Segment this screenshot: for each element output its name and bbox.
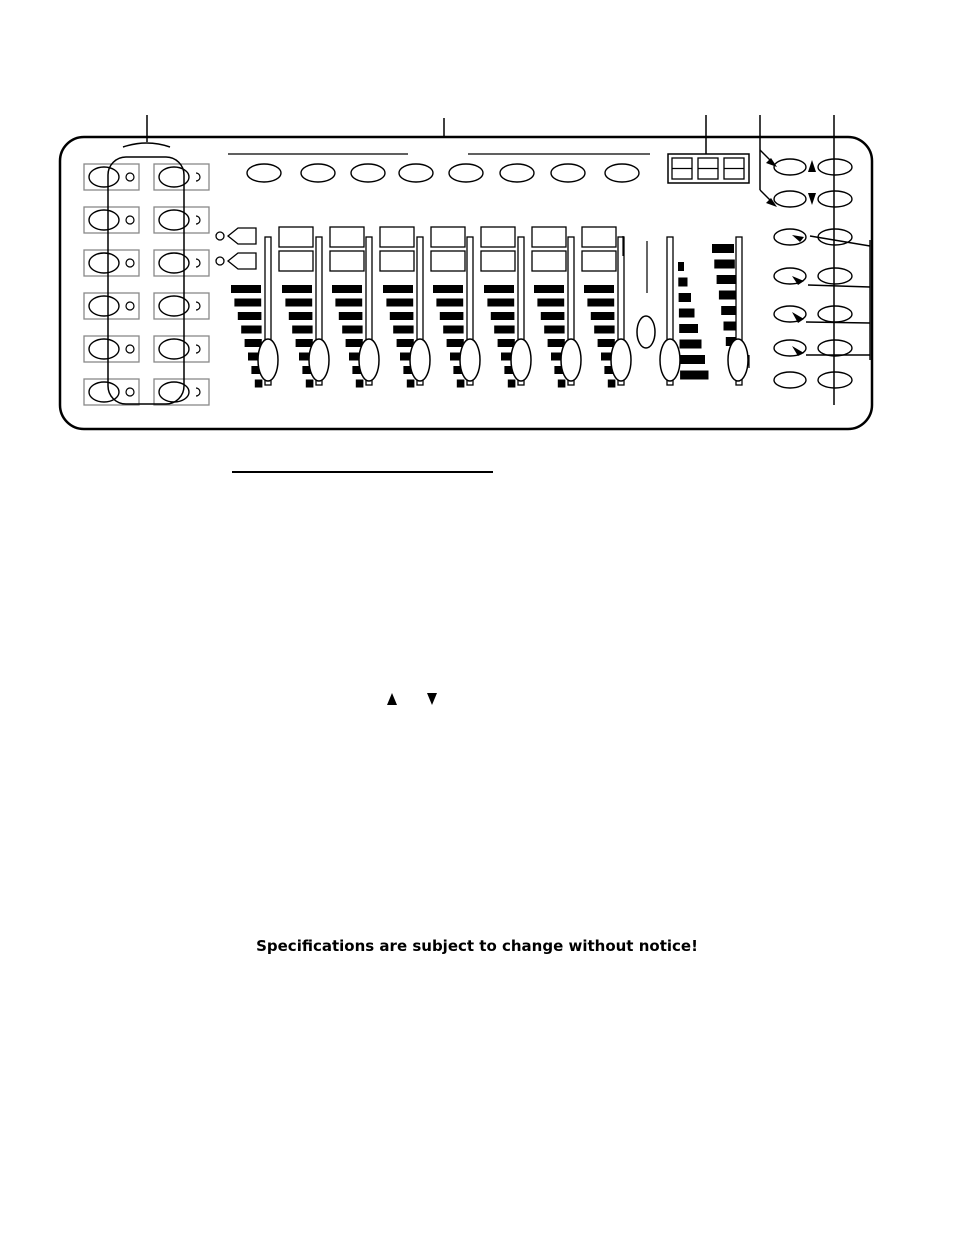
speed-fade-section	[623, 236, 749, 385]
scanner-button[interactable]	[84, 207, 139, 233]
function-callouts	[760, 150, 870, 360]
scene-button[interactable]	[399, 164, 433, 182]
scanner-button[interactable]	[84, 379, 139, 405]
function-button[interactable]	[818, 268, 852, 284]
fader-knob[interactable]	[460, 339, 480, 381]
scanner-button[interactable]	[84, 336, 139, 362]
channel-box	[380, 227, 414, 247]
fade-fader[interactable]	[712, 237, 748, 385]
channel-box	[380, 251, 414, 271]
function-button[interactable]	[774, 372, 806, 388]
channel-box	[481, 227, 515, 247]
scene-button[interactable]	[247, 164, 281, 182]
function-button[interactable]	[818, 159, 852, 175]
fader-knob[interactable]	[258, 339, 278, 381]
scanner-button[interactable]	[84, 293, 139, 319]
fader-knob[interactable]	[611, 339, 631, 381]
up-arrow-icon	[808, 160, 816, 172]
channel-box	[431, 227, 465, 247]
function-button[interactable]	[774, 191, 806, 207]
tap-sync-button[interactable]	[637, 316, 655, 348]
scanner-button[interactable]	[154, 336, 209, 362]
function-button[interactable]	[818, 191, 852, 207]
channel-box	[481, 251, 515, 271]
function-button[interactable]	[818, 306, 852, 322]
down-arrow-icon	[427, 693, 437, 705]
channel-fader[interactable]	[231, 227, 313, 388]
channel-box	[330, 227, 364, 247]
scanner-button[interactable]	[84, 250, 139, 276]
scanner-button[interactable]	[154, 164, 209, 190]
scene-button-row	[247, 164, 639, 182]
scanner-button[interactable]	[154, 293, 209, 319]
channel-box	[431, 251, 465, 271]
fader-knob[interactable]	[359, 339, 379, 381]
channel-box	[279, 227, 313, 247]
function-button[interactable]	[818, 372, 852, 388]
speed-fader[interactable]	[660, 237, 709, 385]
channel-box	[532, 251, 566, 271]
page-select-tabs	[216, 228, 256, 269]
channel-box	[582, 251, 616, 271]
function-button[interactable]	[818, 340, 852, 356]
fader-knob[interactable]	[511, 339, 531, 381]
channel-box	[279, 251, 313, 271]
scanner-button[interactable]	[154, 379, 209, 405]
scanner-button[interactable]	[154, 250, 209, 276]
channel-box	[582, 227, 616, 247]
scene-button[interactable]	[449, 164, 483, 182]
up-arrow-icon	[387, 693, 397, 705]
fader-knob[interactable]	[410, 339, 430, 381]
fader-knob[interactable]	[561, 339, 581, 381]
function-button-columns	[774, 159, 852, 388]
scanner-button[interactable]	[84, 164, 139, 190]
scanner-group-bracket	[108, 157, 184, 404]
scene-button[interactable]	[551, 164, 585, 182]
fader-knob[interactable]	[309, 339, 329, 381]
channel-fader-bank	[231, 227, 631, 388]
scene-button[interactable]	[605, 164, 639, 182]
seven-segment-display	[668, 154, 749, 183]
scanner-button[interactable]	[154, 207, 209, 233]
specifications-note: Specifications are subject to change without notice!	[256, 937, 698, 955]
function-button[interactable]	[774, 159, 806, 175]
channel-box	[330, 251, 364, 271]
arrow-heads	[766, 158, 804, 356]
channel-box	[532, 227, 566, 247]
scene-button[interactable]	[301, 164, 335, 182]
down-arrow-icon	[808, 193, 816, 205]
scene-button[interactable]	[351, 164, 385, 182]
scene-button[interactable]	[500, 164, 534, 182]
scanner-button-grid	[84, 164, 209, 405]
